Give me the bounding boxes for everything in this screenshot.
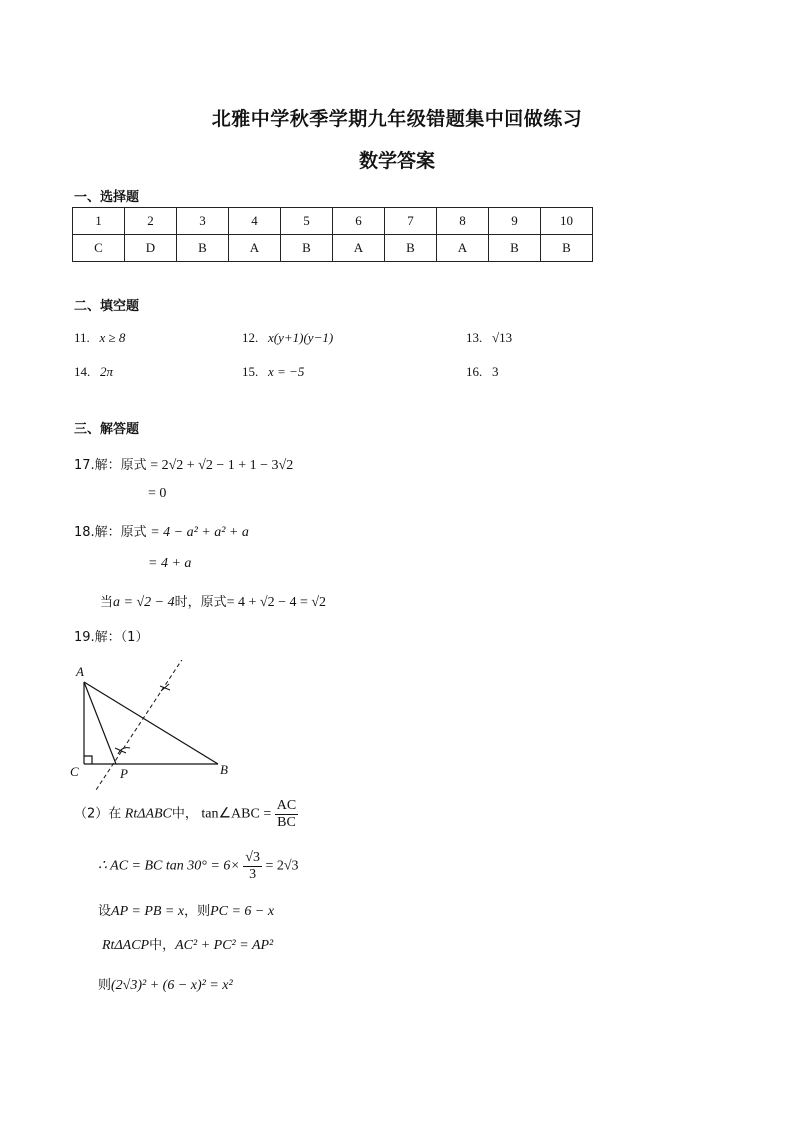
- fill-item-14: [74, 364, 113, 380]
- perpendicular-bisector: [96, 660, 187, 790]
- table-cell: 3: [177, 208, 229, 235]
- fill-item-number: 16.: [466, 364, 483, 379]
- fill-item-number: 15.: [242, 364, 259, 379]
- q18-label: 18.解：原式: [74, 525, 147, 540]
- fill-item-number: 14.: [74, 364, 91, 379]
- q19-part2-tan: tan∠ABC =: [201, 806, 272, 822]
- q18-when: 当: [100, 595, 114, 610]
- q19-ac-line: [98, 850, 299, 883]
- right-angle-mark: [84, 756, 92, 764]
- q19-rt-triangle: RtΔACP: [102, 938, 150, 953]
- q19-part2-line: [74, 798, 298, 831]
- fill-item-16: [466, 364, 499, 380]
- table-cell: 1: [73, 208, 125, 235]
- q19-ac-fraction: [243, 850, 262, 883]
- fill-item-13: [466, 330, 512, 346]
- table-cell: 7: [385, 208, 437, 235]
- table-cell: B: [177, 235, 229, 262]
- answer-table-row-numbers: [73, 208, 593, 235]
- q18-condition: a = √2 − 4: [113, 595, 175, 610]
- q19-label-text: 19.解：（1）: [74, 630, 149, 645]
- table-cell: A: [437, 235, 489, 262]
- table-cell: 8: [437, 208, 489, 235]
- q18-mid: 时，原式: [174, 595, 227, 610]
- fill-item-11: [74, 330, 125, 346]
- section-heading-choice: 一、选择题: [74, 190, 140, 205]
- q19-rt-eq: AC² + PC² = AP²: [175, 938, 274, 953]
- q18-expression: = 4 − a² + a² + a: [150, 525, 249, 540]
- q19-then-eq: (2√3)² + (6 − x)² = x²: [111, 978, 233, 993]
- table-cell: 9: [489, 208, 541, 235]
- fill-item-answer: x ≥ 8: [99, 330, 126, 345]
- table-cell: 6: [333, 208, 385, 235]
- fill-item-number: 12.: [242, 330, 259, 345]
- q17-line1: [74, 454, 293, 474]
- fraction-numerator: √3: [245, 850, 260, 865]
- fraction-denominator: BC: [277, 815, 296, 830]
- q19-then-line: [98, 974, 233, 994]
- q18-line3: [100, 591, 326, 611]
- table-cell: A: [333, 235, 385, 262]
- q19-ac-result: = 2√3: [265, 858, 299, 874]
- q18-line1: [74, 521, 249, 541]
- q19-label: [74, 626, 148, 646]
- label-a: A: [76, 664, 84, 679]
- fill-item-answer: 3: [492, 364, 499, 379]
- table-cell: B: [281, 235, 333, 262]
- page-title: 北雅中学秋季学期九年级错题集中回做练习: [211, 108, 583, 130]
- q17-line2: = 0: [148, 486, 167, 501]
- fill-item-answer: x(y+1)(y−1): [268, 330, 334, 345]
- fill-item-answer: √13: [492, 330, 513, 345]
- table-cell: D: [125, 235, 177, 262]
- fraction-denominator: 3: [249, 867, 257, 882]
- table-cell: 5: [281, 208, 333, 235]
- fill-item-number: 13.: [466, 330, 483, 345]
- answer-table-row-answers: [73, 235, 593, 262]
- side-ab: [84, 682, 218, 764]
- q17-expression: = 2√2 + √2 − 1 + 1 − 3√2: [150, 458, 294, 473]
- q19-ac-expression: ∴ AC = BC tan 30° = 6×: [98, 858, 240, 874]
- q19-part2-prefix: （2）在: [74, 806, 122, 822]
- q19-tan-fraction: [275, 798, 298, 831]
- q19-rt-mid: 中，: [149, 938, 176, 953]
- q18-result: = 4 + √2 − 4 = √2: [226, 595, 327, 610]
- fill-item-number: 11.: [74, 330, 90, 345]
- section-heading-solve: 三、解答题: [74, 422, 140, 437]
- arc-mark-bottom: [115, 748, 130, 754]
- label-p: P: [120, 766, 128, 781]
- label-c: C: [70, 764, 79, 779]
- label-b: B: [220, 762, 228, 777]
- triangle-figure: [60, 660, 250, 795]
- q19-set-line: [98, 900, 274, 920]
- fill-item-12: [242, 330, 333, 346]
- table-cell: B: [385, 235, 437, 262]
- table-cell: 10: [541, 208, 593, 235]
- arc-mark-top: [160, 684, 170, 691]
- table-cell: C: [73, 235, 125, 262]
- table-cell: B: [541, 235, 593, 262]
- section-heading-fill: 二、填空题: [74, 299, 140, 314]
- fill-item-15: [242, 364, 304, 380]
- q19-set-mid: ，则: [184, 904, 211, 919]
- fill-item-answer: 2π: [100, 364, 114, 379]
- q18-simplified: = 4 + a: [148, 556, 192, 571]
- q19-then-prefix: 则: [98, 978, 112, 993]
- q17-label: 17.解：原式: [74, 458, 147, 473]
- table-cell: 2: [125, 208, 177, 235]
- q19-part2-triangle: RtΔABC: [124, 806, 172, 822]
- fill-item-answer: x = −5: [268, 364, 305, 379]
- q19-set-prefix: 设: [98, 904, 112, 919]
- q19-part2-mid: 中，: [171, 806, 198, 822]
- page-subtitle: 数学答案: [358, 150, 435, 172]
- segment-ap: [84, 682, 116, 764]
- answer-table: [72, 207, 593, 262]
- q19-set-eq: AP = PB = x: [111, 904, 185, 919]
- fraction-numerator: AC: [276, 798, 297, 813]
- q19-rt-line: [102, 934, 273, 954]
- table-cell: A: [229, 235, 281, 262]
- q19-set-pc: PC = 6 − x: [210, 904, 275, 919]
- table-cell: B: [489, 235, 541, 262]
- q18-line2: [148, 556, 191, 572]
- table-cell: 4: [229, 208, 281, 235]
